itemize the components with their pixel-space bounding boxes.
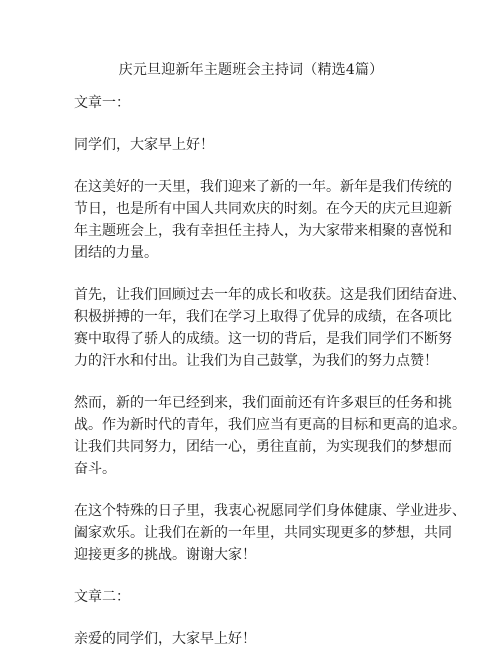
greeting-paragraph [74, 134, 444, 156]
text-line: 赛中取得了骄人的成绩。这一切的背后，是我们同学们不断努 [74, 331, 452, 347]
challenge-paragraph [74, 392, 466, 480]
text-line: 文章二： [74, 589, 130, 605]
text-line: 团结的力量。 [74, 245, 158, 261]
text-line: 积极拼搏的一年，我们在学习上取得了优异的成绩，在各项比 [74, 309, 452, 325]
text-line: 迎接更多的挑战。谢谢大家！ [74, 547, 256, 563]
article-two-heading [74, 586, 444, 608]
greeting-paragraph-two [74, 628, 444, 650]
article-one-heading [74, 92, 444, 114]
wishes-paragraph [74, 500, 466, 566]
document-title: 庆元旦迎新年主题班会主持词（精选4篇） [118, 62, 384, 78]
text-line: 节日，也是所有中国人共同欢庆的时刻。在今天的庆元旦迎新 [74, 201, 452, 217]
text-line: 战。作为新时代的青年，我们应当有更高的目标和更高的追求。 [74, 417, 466, 433]
text-line: 在这美好的一天里，我们迎来了新的一年。新年是我们传统的 [74, 179, 452, 195]
text-line: 力的汗水和付出。让我们为自己鼓掌，为我们的努力点赞！ [74, 353, 438, 369]
text-line: 奋斗。 [74, 461, 116, 477]
text-line: 让我们共同努力，团结一心，勇往直前，为实现我们的梦想而 [74, 439, 452, 455]
review-paragraph [74, 284, 466, 372]
document-body [74, 92, 466, 670]
text-line: 亲爱的同学们，大家早上好！ [74, 631, 256, 647]
new-year-intro-paragraph [74, 176, 452, 264]
text-line: 阖家欢乐。让我们在新的一年里，共同实现更多的梦想，共同 [74, 525, 452, 541]
text-line: 同学们，大家早上好！ [74, 137, 214, 153]
text-line: 首先，让我们回顾过去一年的成长和收获。这是我们团结奋进、 [74, 287, 466, 303]
text-line: 然而，新的一年已经到来，我们面前还有许多艰巨的任务和挑 [74, 395, 452, 411]
text-line: 在这个特殊的日子里，我衷心祝愿同学们身体健康、学业进步、 [74, 503, 466, 519]
text-line: 年主题班会上，我有幸担任主持人，为大家带来相聚的喜悦和 [74, 223, 452, 239]
text-line: 文章一： [74, 95, 130, 111]
